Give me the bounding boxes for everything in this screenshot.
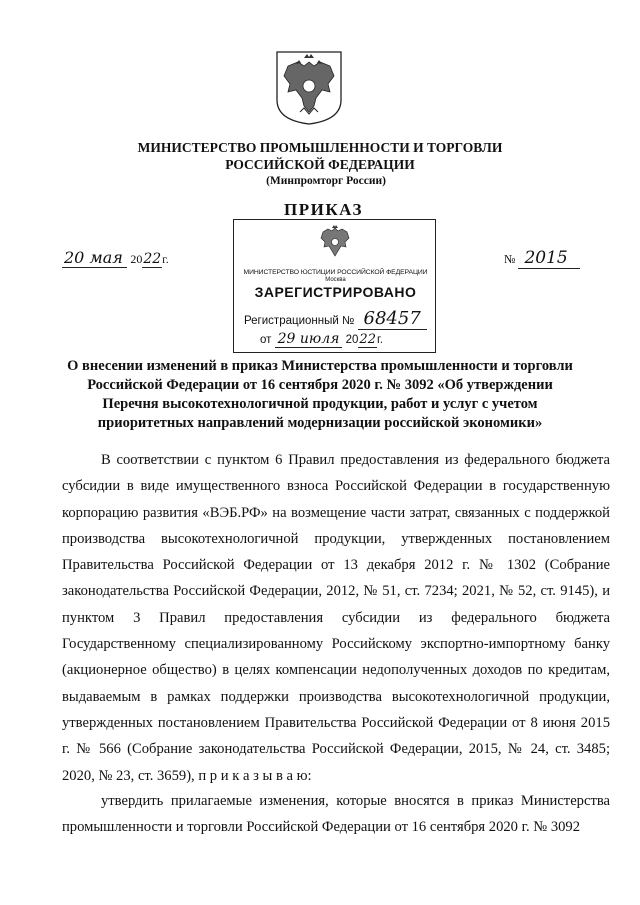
stamp-city: Москва	[325, 277, 346, 283]
russian-coat-of-arms-icon	[274, 48, 344, 126]
body-paragraph-1: В соответствии с пунктом 6 Правил предоставления из федерального бюджета субсидии в виде имущественного взноса Российской Федерации в государственную корпорацию развития «ВЭБ.РФ» на возмещение части затрат, связанных с поддержкой производства высокотехнологичной продукции, утвержденных постановлением Правительства Российской Федерации от 13 декабря 2012 г. № 1302 (Собрание законодательства Российской Федерации, 2012, № 51, ст. 7234; 2021, № 52, ст. 9145), и пунктом 3 Правил предоставления субсидии из федерального бюджета Государственному специализированному Российскому экспортно-импортному банку (акционерное общество) в целях компенсации недополученных доходов по кредитам, выдаваемым в рамках поддержки производства высокотехнологичной продукции, утвержденных постановлением Правительства Российской Федерации от 8 июня 2015 г. № 566 (Собрание законодательства Российской Федерации, 2015, № 24, ст. 3485; 2020, № 23, ст. 3659), п р и к а з ы в а ю:	[62, 452, 610, 784]
stamp-reg-number-handwritten: 68457	[358, 308, 427, 330]
stamp-reg-label: Регистрационный №	[244, 315, 355, 327]
registration-stamp	[233, 219, 436, 353]
order-year-prefix: 20	[130, 252, 143, 266]
order-number-label: №	[504, 252, 516, 266]
stamp-registration-number	[244, 308, 427, 330]
stamp-year-prefix: 20	[345, 334, 359, 346]
order-title: О внесении изменений в приказ Министерства промышленности и торговли Российской Федерации от 16 сентября 2020 г. № 3092 «Об утверждении Перечня высокотехнологичной продукции, работ и услуг с учетом приоритетных направлений модернизации российской экономики»	[67, 358, 573, 431]
stamp-date-label: от	[260, 334, 272, 346]
order-number-handwritten: 2015	[518, 248, 580, 269]
order-date-handwritten: 20 мая	[62, 248, 127, 268]
order-number	[504, 248, 580, 269]
stamp-registered-label: ЗАРЕГИСТРИРОВАНО	[254, 284, 417, 300]
order-year-handwritten: 22	[143, 251, 162, 267]
ministry-short-name: (Минпромторг России)	[266, 175, 386, 187]
stamp-year-suffix: г.	[376, 334, 383, 346]
body-paragraph-2: утвердить прилагаемые изменения, которые вносятся в приказ Министерства промышленности и торговли Российской Федерации от 16 сентября 2020 г. № 3092	[62, 793, 610, 836]
stamp-date-handwritten: 29 июля	[275, 331, 343, 348]
ministry-name-line2: РОССИЙСКОЙ ФЕДЕРАЦИИ	[225, 157, 415, 172]
ministry-name-line1: МИНИСТЕРСТВО ПРОМЫШЛЕННОСТИ И ТОРГОВЛИ	[137, 140, 503, 155]
stamp-year-handwritten: 22	[359, 332, 376, 347]
russian-coat-of-arms-icon	[318, 224, 352, 260]
stamp-registration-date	[260, 331, 383, 348]
stamp-ministry-name: МИНИСТЕРСТВО ЮСТИЦИИ РОССИЙСКОЙ ФЕДЕРАЦИИ	[243, 269, 428, 276]
document-type-heading: ПРИКАЗ	[284, 200, 363, 219]
order-date	[62, 248, 169, 268]
order-year-suffix: г.	[162, 252, 169, 266]
